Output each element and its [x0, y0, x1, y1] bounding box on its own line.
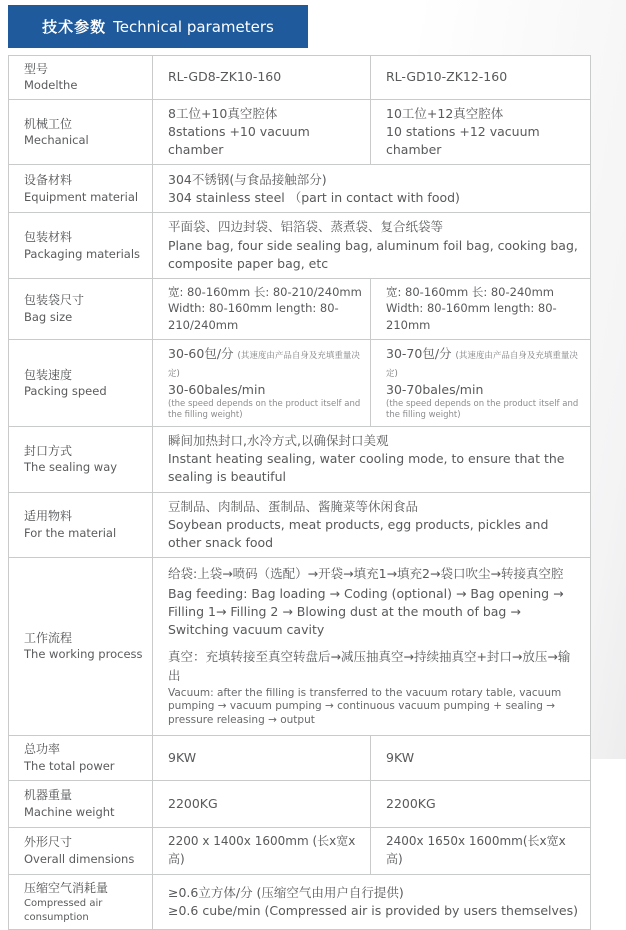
table-row-bag-size [9, 278, 591, 339]
value-text-zh: 豆制品、肉制品、蛋制品、酱腌菜等休闲食品 [168, 498, 419, 514]
row-label [9, 339, 153, 426]
value-note-zh: (其速度由产品自身及充填重量决定) [168, 350, 360, 379]
value-text-en: Instant heating sealing, water cooling mode, to ensure that the sealing is beautiful [168, 451, 565, 485]
row-label [9, 56, 153, 100]
value-text: RL-GD10-ZK12-160 [386, 69, 508, 85]
row-label-en: Modelthe [24, 78, 78, 93]
value-text-en: 10 stations +12 vacuum chamber [386, 124, 540, 158]
value-text-zh: 宽: 80-160mm 长: 80-210/240mm [168, 284, 362, 299]
table-row-compressed-air [9, 874, 591, 929]
table-row-mechanical [9, 100, 591, 165]
value-text-en: 30-60bales/min [168, 382, 266, 398]
table-row-working-process [9, 557, 591, 735]
cell-value [153, 100, 371, 165]
row-label-zh: 总功率 [24, 742, 61, 757]
value-text-zh: ≥0.6立方体/分 (压缩空气由用户自行提供) [168, 884, 404, 900]
row-label-en: The sealing way [24, 460, 118, 475]
value-text-zh: 304不锈钢(与食品接触部分) [168, 171, 327, 187]
cell-value [371, 56, 591, 100]
value-text: 9KW [386, 749, 415, 765]
row-label [9, 165, 153, 213]
value-text: 9KW [168, 749, 197, 765]
process-vacuum-en: Vacuum: after the filling is transferred to the vacuum rotary table, vacuum pumping → vacuum pumping → continuous vacuum pumping + sealing → pressure releasing → output [168, 686, 562, 727]
row-label-zh: 压缩空气消耗量 [24, 880, 109, 895]
cell-value [371, 735, 591, 780]
row-label [9, 427, 153, 492]
row-label-zh: 包装速度 [24, 367, 73, 382]
value-text: 2200KG [386, 795, 436, 811]
cell-value [371, 278, 591, 339]
table-row-model [9, 56, 591, 100]
value-text: 2400x 1650x 1600mm(长x宽x高) [386, 834, 566, 866]
row-label [9, 557, 153, 735]
value-text-zh: 10工位+12真空腔体 [386, 106, 504, 121]
row-label-en: The total power [24, 758, 115, 773]
cell-value [371, 827, 591, 874]
value-text-en: Width: 80-160mm length: 80-210/240mm [168, 301, 339, 333]
row-label-zh: 机器重量 [24, 788, 73, 803]
row-label-en: Bag size [24, 309, 73, 324]
value-text-en: Plane bag, four side sealing bag, aluminum foil bag, cooking bag, composite paper bag, etc [168, 237, 578, 271]
value-text-zh: 宽: 80-160mm 长: 80-240mm [386, 284, 554, 299]
value-note-en: (the speed depends on the product itself and the filling weight) [386, 399, 579, 421]
value-text-zh: 30-60包/分 [168, 345, 234, 361]
cell-value-span [153, 874, 591, 929]
row-label [9, 780, 153, 827]
row-label-en: Mechanical [24, 133, 89, 148]
value-text-en: 304 stainless steel （part in contact with food) [168, 189, 460, 205]
value-text-en: Soybean products, meat products, egg products, pickles and other snack food [168, 516, 549, 550]
table-row-sealing-way [9, 427, 591, 492]
value-note-en: (the speed depends on the product itself and the filling weight) [168, 399, 361, 421]
value-text: RL-GD8-ZK10-160 [168, 69, 282, 85]
row-label [9, 827, 153, 874]
value-text-en: 8stations +10 vacuum chamber [168, 124, 310, 158]
row-label-en: The working process [24, 647, 143, 662]
cell-value-span [153, 213, 591, 278]
row-label-zh: 型号 [24, 62, 49, 77]
table-row-packaging-materials [9, 213, 591, 278]
row-label-en: For the material [24, 525, 117, 540]
value-text: 2200 x 1400x 1600mm (长x宽x高) [168, 834, 356, 866]
row-label-en: Machine weight [24, 804, 115, 819]
row-label [9, 492, 153, 557]
value-text-zh: 瞬间加热封口,水冷方式,以确保封口美观 [168, 433, 389, 449]
row-label-zh: 包装袋尺寸 [24, 293, 85, 308]
cell-value-span [153, 557, 591, 735]
value-text-zh: 平面袋、四边封袋、铝箔袋、蒸煮袋、复合纸袋等 [168, 219, 444, 235]
value-text-en: 30-70bales/min [386, 382, 484, 398]
cell-value [153, 339, 371, 426]
row-label-zh: 适用物料 [24, 509, 73, 524]
row-label [9, 100, 153, 165]
row-label [9, 213, 153, 278]
cell-value [371, 339, 591, 426]
row-label [9, 874, 153, 929]
cell-value [371, 100, 591, 165]
cell-value [153, 780, 371, 827]
value-text-zh: 8工位+10真空腔体 [168, 106, 278, 121]
value-text-zh: 30-70包/分 [386, 345, 452, 361]
table-row-material [9, 492, 591, 557]
table-row-total-power [9, 735, 591, 780]
table-row-equipment-material [9, 165, 591, 213]
cell-value [153, 827, 371, 874]
value-note-zh: (其速度由产品自身及充填重量决定) [386, 350, 578, 379]
row-label-zh: 封口方式 [24, 443, 73, 458]
table-row-machine-weight [9, 780, 591, 827]
process-bag-feeding-en: Bag feeding: Bag loading → Coding (optional) → Bag opening → Filling 1→ Filling 2 → Blowing dust at the mouth of bag → Switching vacuum cavity [168, 586, 564, 638]
cell-value-span [153, 165, 591, 213]
row-label [9, 735, 153, 780]
section-header [8, 5, 308, 48]
row-label-zh: 设备材料 [24, 173, 73, 188]
table-row-packing-speed [9, 339, 591, 426]
cell-value [153, 735, 371, 780]
cell-value [153, 278, 371, 339]
technical-parameters-table [8, 55, 591, 930]
section-title-en: Technical parameters [113, 17, 274, 36]
row-label-zh: 机械工位 [24, 116, 73, 131]
row-label-zh: 工作流程 [24, 630, 73, 645]
process-bag-feeding-zh: 给袋:上袋→喷码（选配）→开袋→填充1→填充2→袋口吹尘→转接真空腔 [168, 565, 564, 581]
value-text: 2200KG [168, 795, 218, 811]
row-label-en: Overall dimensions [24, 851, 135, 866]
row-label-en: Compressed air consumption [24, 898, 103, 923]
row-label-en: Packaging materials [24, 246, 141, 261]
cell-value [153, 56, 371, 100]
value-text-en: Width: 80-160mm length: 80-210mm [386, 301, 557, 333]
cell-value [371, 780, 591, 827]
table-row-overall-dimensions [9, 827, 591, 874]
row-label-zh: 外形尺寸 [24, 835, 73, 850]
cell-value-span [153, 427, 591, 492]
cell-value-span [153, 492, 591, 557]
row-label [9, 278, 153, 339]
section-title-zh: 技术参数 [42, 18, 107, 36]
row-label-en: Packing speed [24, 383, 107, 398]
row-label-en: Equipment material [24, 189, 139, 204]
process-vacuum-zh: 真空：充填转接至真空转盘后→减压抽真空→持续抽真空+封口→放压→输出 [168, 649, 571, 683]
value-text-en: ≥0.6 cube/min (Compressed air is provided by users themselves) [168, 902, 578, 918]
row-label-zh: 包装材料 [24, 230, 73, 245]
